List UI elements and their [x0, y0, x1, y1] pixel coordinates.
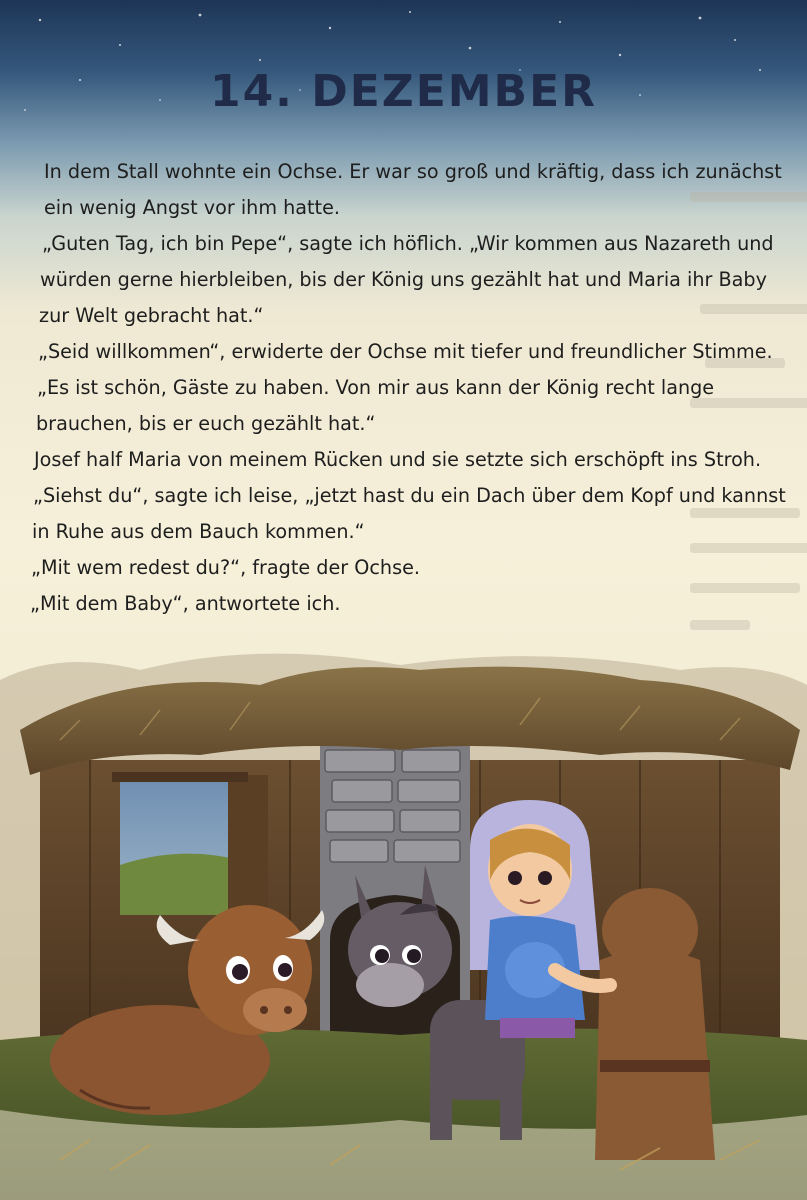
page-title: 14. DEZEMBER [209, 66, 598, 117]
story-line: „Siehst du“, sagte ich leise, „jetzt hast du ein Dach über dem Kopf und kannst [33, 484, 786, 507]
story-line: „Seid willkommen“, erwiderte der Ochse mit tiefer und freundlicher Stimme. [38, 340, 773, 363]
story-line: zur Welt gebracht hat.“ [39, 304, 264, 327]
story-line: in Ruhe aus dem Bauch kommen.“ [32, 520, 365, 543]
story-line: brauchen, bis er euch gezählt hat.“ [36, 412, 376, 435]
story-line: würden gerne hierbleiben, bis der König uns gezählt hat und Maria ihr Baby [40, 268, 767, 291]
story-line: Josef half Maria von meinem Rücken und sie setzte sich erschöpft ins Stroh. [34, 448, 762, 471]
stable-illustration [0, 640, 807, 1200]
story-line: „Mit dem Baby“, antwortete ich. [30, 592, 341, 615]
story-line: „Mit wem redest du?“, fragte der Ochse. [31, 556, 420, 579]
story-line: „Guten Tag, ich bin Pepe“, sagte ich höflich. „Wir kommen aus Nazareth und [42, 232, 774, 255]
maria [470, 800, 600, 1038]
bleed-through-shadow [690, 188, 807, 658]
story-line: „Es ist schön, Gäste zu haben. Von mir aus kann der König recht lange [37, 376, 715, 399]
story-line: ein wenig Angst vor ihm hatte. [44, 196, 340, 219]
story-line: In dem Stall wohnte ein Ochse. Er war so groß und kräftig, dass ich zunächst [44, 160, 782, 183]
